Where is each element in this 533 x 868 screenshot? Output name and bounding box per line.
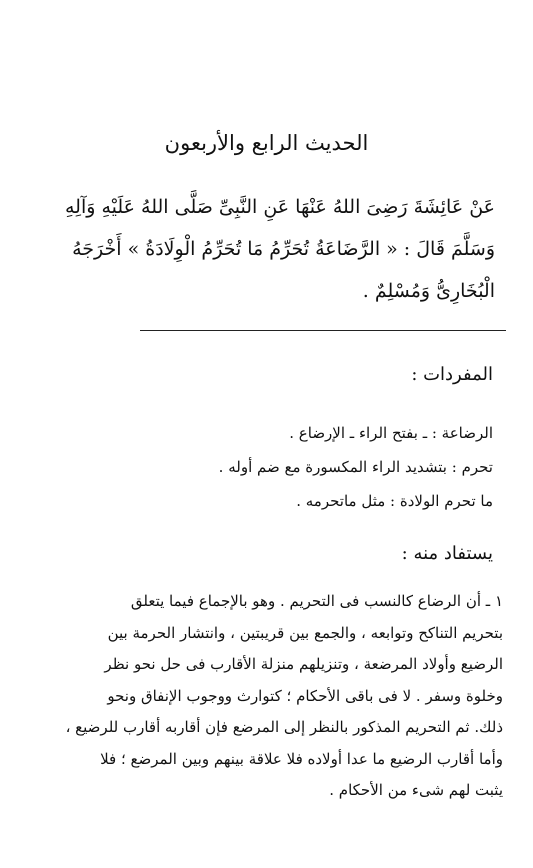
vocabulary-item: تحرم : بتشديد الراء المكسورة مع ضم أوله . [218, 458, 493, 476]
section-divider [140, 330, 506, 331]
benefit-line: بتحريم التناكح وتوابعه ، والجمع بين قريبتين ، وانتشار الحرمة بين [107, 623, 503, 642]
benefit-line: وأما أقارب الرضيع ما عدا أولاده فلا علاقة بينهم وبين المرضع ؛ فلا [100, 749, 503, 768]
benefit-line: وخلوة وسفر . لا فى باقى الأحكام ؛ كتوارث ووجوب الإنفاق ونحو [107, 686, 503, 705]
vocabulary-item: ما تحرم الولادة : مثل ماتحرمه . [296, 492, 493, 510]
benefit-line: يثبت لهم شىء من الأحكام . [329, 781, 503, 799]
vocabulary-list [53, 416, 493, 518]
benefits-heading: يستفاد منه : [401, 543, 493, 564]
benefit-line: الرضيع وأولاد المرضعة ، وتنزيلهم منزلة الأقارب فى حل نحو نظر [104, 655, 503, 673]
hadith-line: عَنْ عَائِشَةَ رَضِىَ اللهُ عَنْهَا عَنِ النَّبِىِّ صَلَّى اللهُ عَلَيْهِ وَآلِهِ [64, 196, 495, 218]
hadith-text [27, 186, 495, 312]
chapter-title: الحديث الرابع والأربعون [164, 131, 369, 155]
vocabulary-heading: المفردات : [411, 364, 493, 385]
benefit-line: ذلك. ثم التحريم المذكور بالنظر إلى المرضع فإن أقاربه أقارب للرضيع ، [65, 718, 503, 736]
hadith-line: وَسَلَّمَ قَالَ : « الرَّضَاعَةُ تُحَرِّمُ مَا تُحَرِّمُ الْوِلَادَةُ » أَخْرَجَهُ [72, 238, 495, 260]
vocabulary-item: الرضاعة : ـ بفتح الراء ـ الإرضاع . [289, 424, 493, 442]
hadith-line: الْبُخَارِىُّ وَمُسْلِمٌ . [362, 280, 495, 302]
benefits-paragraph [25, 586, 503, 807]
benefit-line: ١ ـ أن الرضاع كالنسب فى التحريم . وهو بالإجماع فيما يتعلق [130, 592, 503, 610]
